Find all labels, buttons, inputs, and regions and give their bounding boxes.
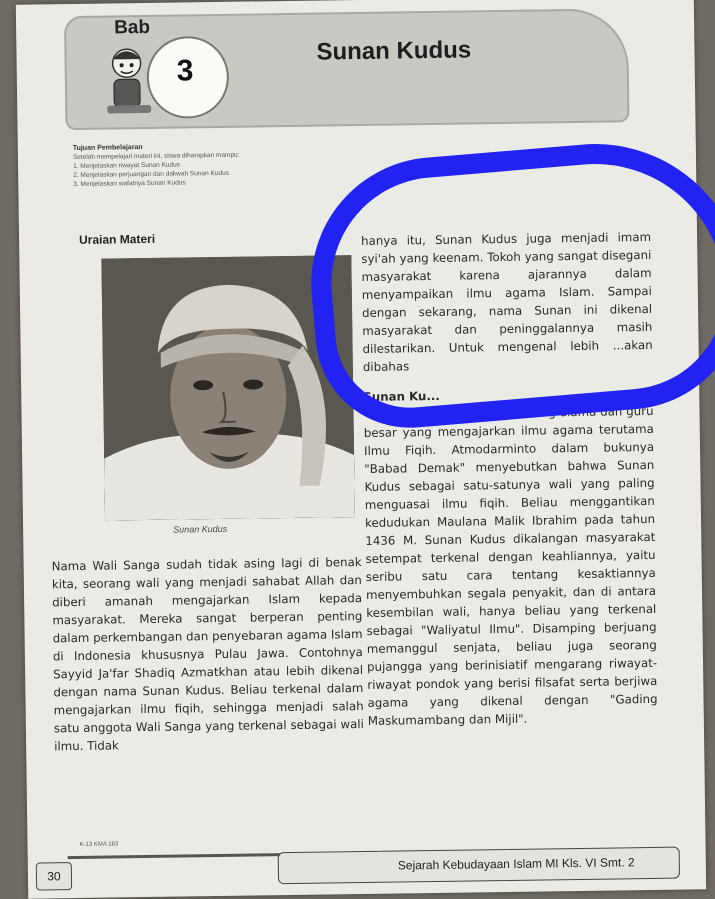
continued-paragraph xyxy=(361,228,653,376)
objective-item: 3. Menjelaskan wafatnya Sunan Kudus xyxy=(73,179,186,188)
objective-item: 2. Menjelaskan perjuangan dan dakwah Sunan Kudus xyxy=(73,169,229,179)
curriculum-label: K-13 KMA 183 xyxy=(79,841,119,848)
chapter-title: Sunan Kudus xyxy=(316,36,472,66)
biography-paragraph: Sunan Kudus adalah seorang ulama dan guru besar yang mengajarkan ilmu agama terutama Ilmu Fiqih. Atmodarminto dalam bukunya "Babad Demak" menyebutkan bahwa Sunan Kudus sebagai satu-satunya wali yang paling menguasai ilmu fiqih. Beliau menggantikan kedudukan Maulana Malik Ibrahim pada tahun 1436 M. Sunan Kudus dikalangan masyarakat setempat terkenal dengan keahliannya, yaitu seribu satu cara tentang kesaktiannya menyembuhkan segala penyakit, dan di antara kesembilan wali, hanya beliau yang terkenal sebagai "Waliyatul Ilmu". Disamping berjuang memanggul senjata, beliau juga seorang pujangga yang berinisiatif mengarang riwayat-riwayat pondok yang berisi filsafat serta berjiwa agama yang dikenal dengan "Gading Maskumambang dan Mijil". xyxy=(363,403,658,728)
objective-item: 1. Menjelaskan riwayat Sunan Kudus xyxy=(73,161,181,170)
book-title: Sejarah Kebudayaan Islam MI Kls. VI Smt. 2 xyxy=(397,855,635,873)
chapter-number: 3 xyxy=(176,54,194,88)
portrait-photo xyxy=(101,255,355,520)
continued-tail: ...akan dibahas xyxy=(362,337,653,374)
page-number: 30 xyxy=(36,862,72,890)
objectives-heading: Tujuan Pembelajaran xyxy=(72,144,143,152)
learning-objectives xyxy=(73,140,364,189)
subsection-heading: Sunan Ku... xyxy=(363,388,440,404)
objectives-intro: Setelah mempelajari materi ini, siswa diharapkan mampu: xyxy=(72,151,240,161)
book-page xyxy=(16,0,706,899)
photo-caption: Sunan Kudus xyxy=(173,523,228,535)
continued-text: hanya itu, Sunan Kudus juga menjadi imam syi'ah yang keenam. Tokoh yang sangat disegani masyarakat karena ajarannya dalam menyampaikan ilmu agama Islam. Sampai dengan sekarang, nama Sunan ini dikenal masyarakat dan peninggalannya masih dilestarikan. Untuk mengenal lebih xyxy=(361,229,653,356)
biography-section xyxy=(363,384,658,730)
mascot-icon xyxy=(96,41,157,122)
chapter-label: Bab xyxy=(113,16,151,39)
intro-paragraph: Nama Wali Sanga sudah tidak asing lagi di benak kita, seorang wali yang menjadi sahabat Allah dan diberi amanah mengajarkan Islam kepada masyarakat. Mereka sangat berperan penting dalam perkembangan dan penyebaran agama Islam di Indonesia khususnya Pulau Jawa. Contohnya Sayyid Ja'far Shadiq Azmatkhan atau lebih dikenal dengan nama Sunan Kudus. Beliau terkenal dalam mengajarkan ilmu fiqih, sehingga menjadi salah satu anggota Wali Sanga yang terkenal sebagai wali ilmu. Tidak xyxy=(51,555,364,754)
section-heading: Uraian Materi xyxy=(78,231,156,247)
